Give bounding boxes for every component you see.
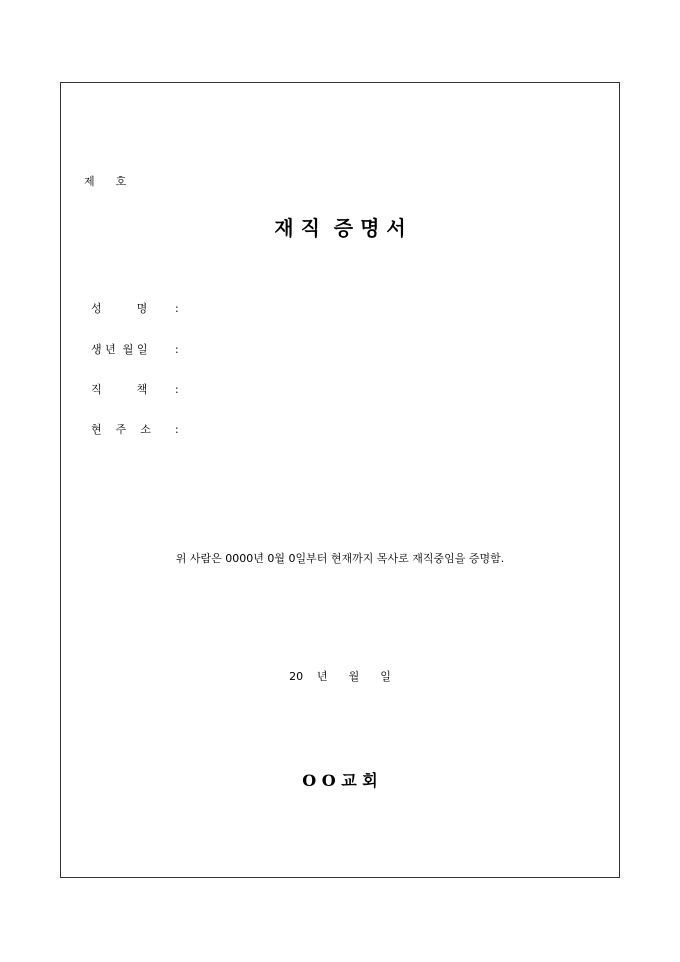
field-row-address (84, 408, 187, 437)
document-number: 제 호 (84, 175, 127, 188)
field-label-position: 직 책 (91, 383, 148, 396)
field-label-birthdate: 생 년 월 일 (91, 343, 148, 356)
field-row-position (84, 368, 187, 397)
document-frame (60, 82, 620, 878)
issue-date: 20 년 월 일 (289, 670, 391, 683)
field-colon: : (175, 423, 179, 436)
field-label-address: 현 주 소 (91, 423, 151, 436)
field-colon: : (175, 383, 179, 396)
field-colon: : (175, 302, 179, 315)
field-row-birthdate (84, 328, 187, 357)
field-colon: : (175, 343, 179, 356)
field-row-name (84, 287, 187, 316)
document-title: 재 직 증 명 서 (274, 216, 406, 240)
certification-statement: 위 사람은 0000년 0월 0일부터 현재까지 목사로 재직중임을 증명함. (175, 552, 505, 565)
field-label-name: 성 명 (91, 302, 148, 315)
organization-name: O O 교 회 (302, 771, 378, 790)
